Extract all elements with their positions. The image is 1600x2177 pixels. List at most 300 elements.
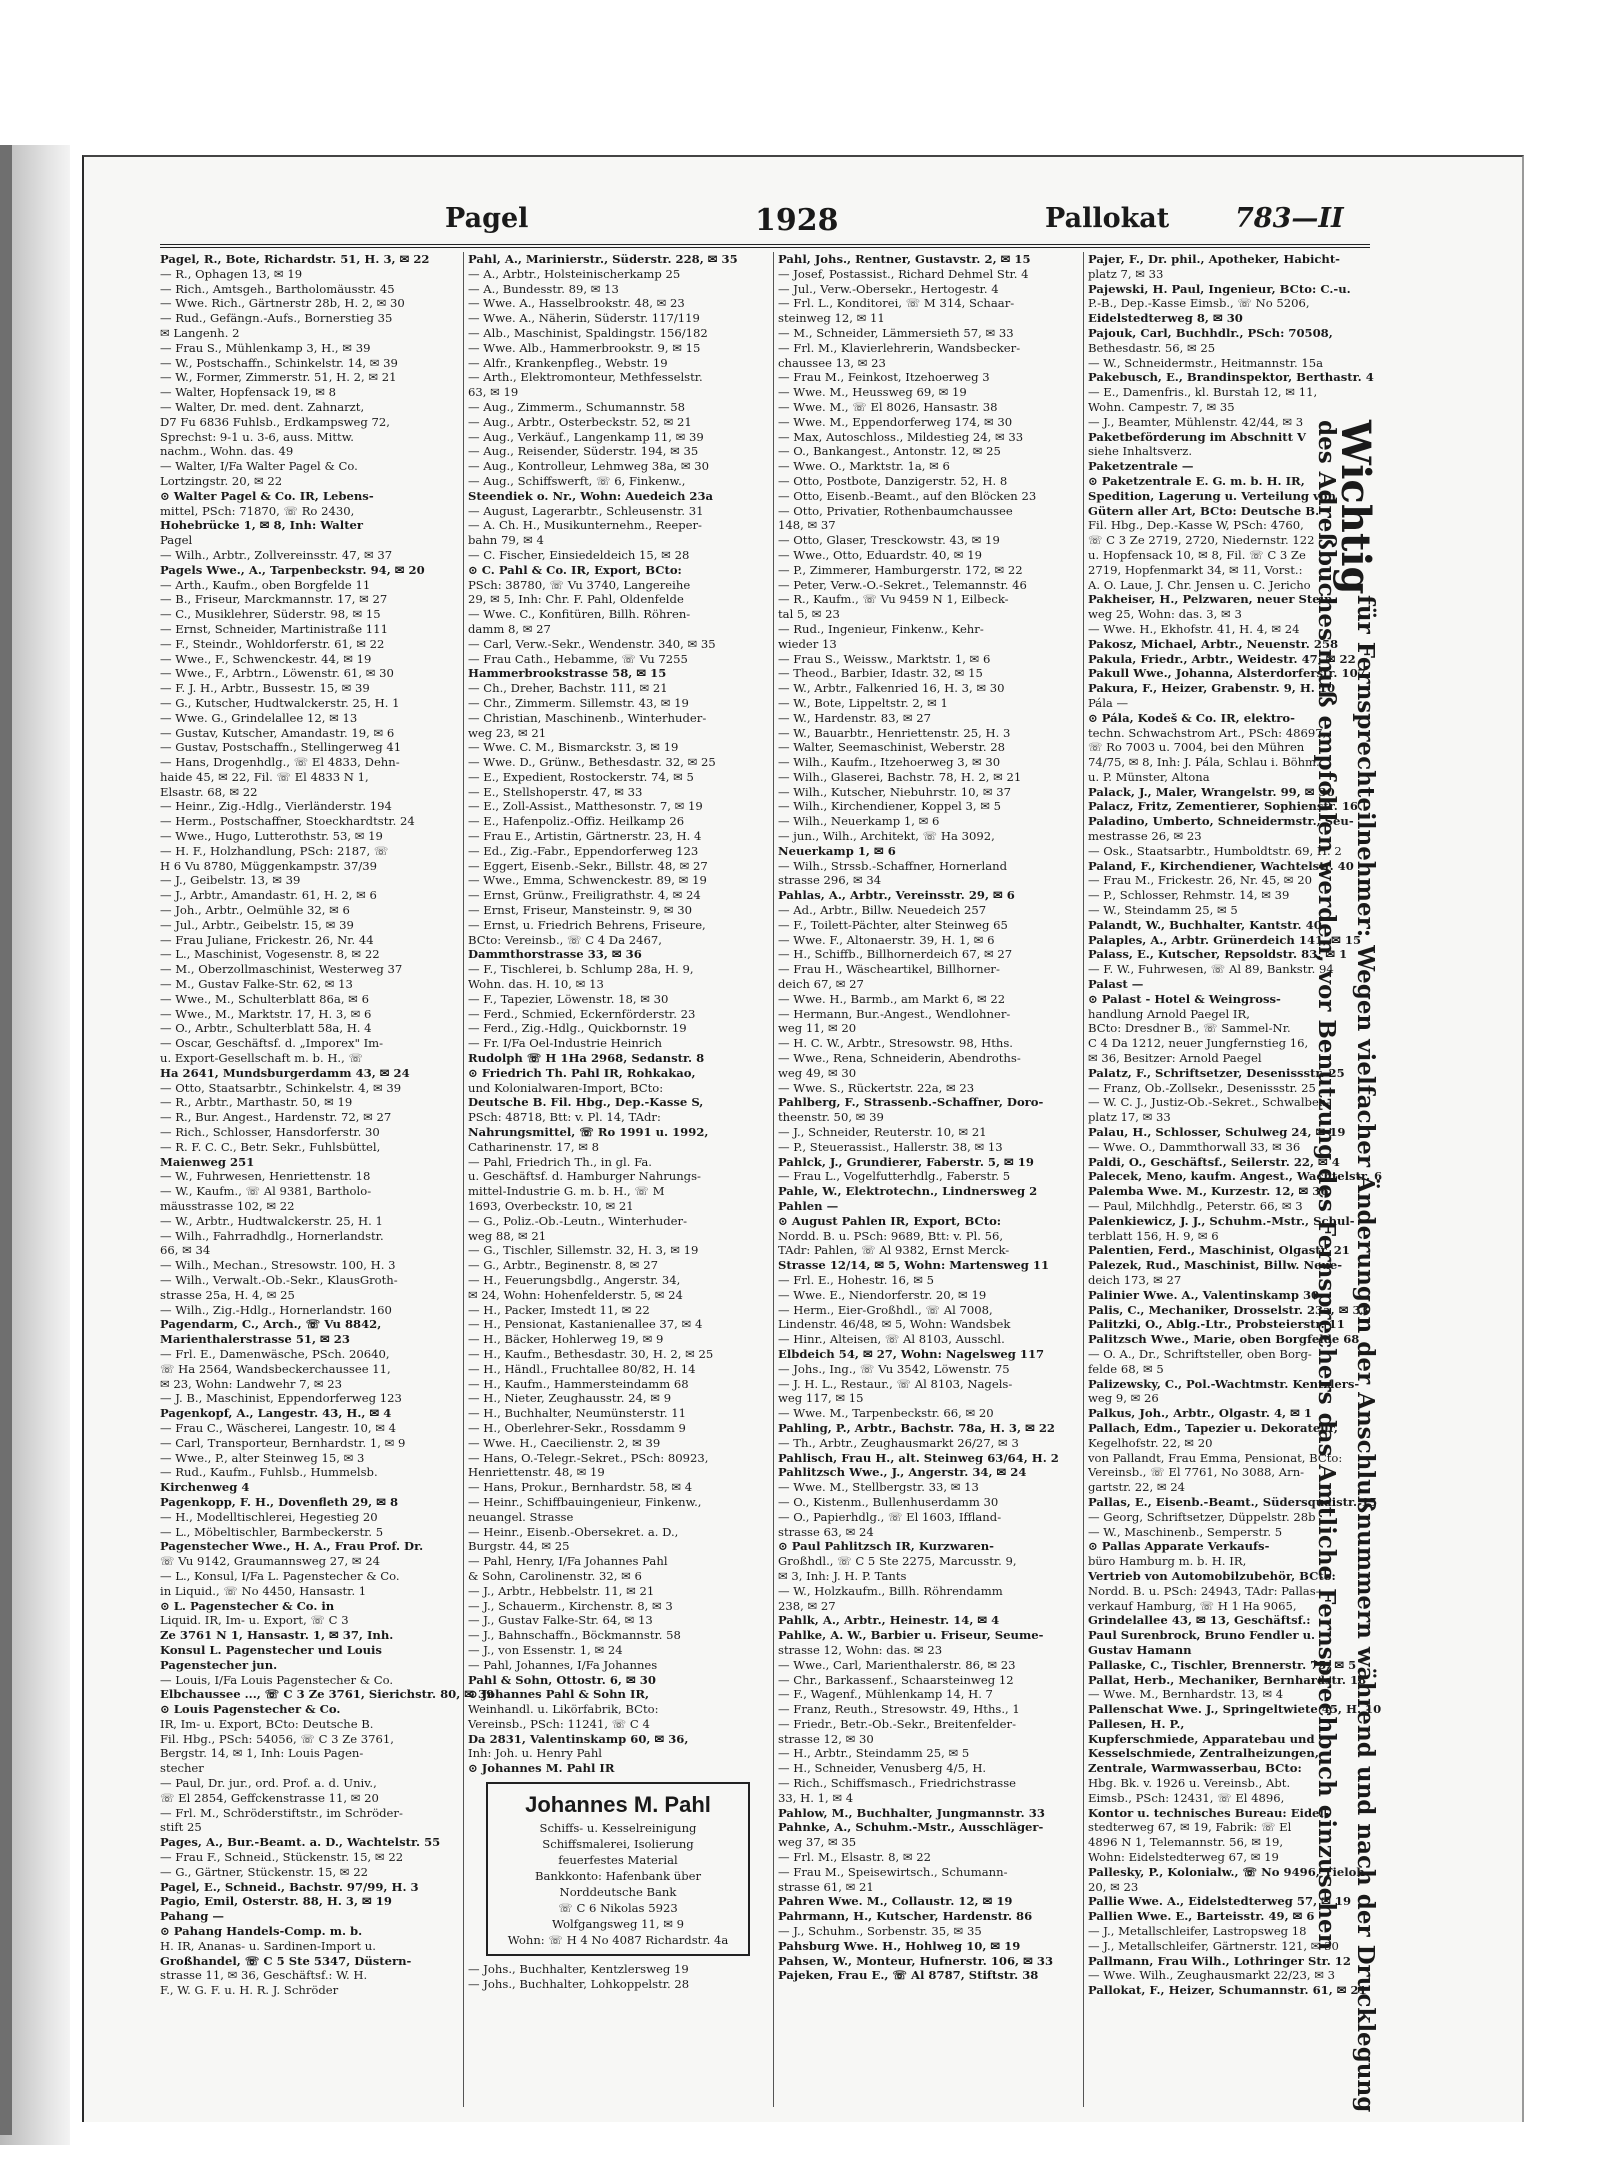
- directory-entry: — G., Arbtr., Beginenstr. 8, ✉ 27: [468, 1258, 658, 1273]
- directory-entry: theenstr. 50, ✉ 39: [778, 1110, 884, 1125]
- directory-entry: — Jul., Verw.-Obersekr., Hertogestr. 4: [778, 281, 999, 296]
- directory-entry: Pahsburg Wwe. H., Hohlweg 10, ✉ 19: [778, 1938, 1021, 1953]
- directory-entry: techn. Schwachstrom Art., PSch: 48697,: [1088, 725, 1327, 740]
- directory-entry: — Frau L., Vogelfutterhdlg., Faberstr. 5: [778, 1169, 1011, 1184]
- directory-entry: siehe Inhaltsverz.: [1088, 444, 1193, 459]
- directory-entry: bahn 79, ✉ 4: [468, 533, 544, 548]
- directory-entry: — Pahl, Friedrich Th., in gl. Fa.: [468, 1154, 652, 1169]
- directory-entry: Palass, E., Kutscher, Repsoldstr. 83, ✉ 1: [1088, 947, 1348, 962]
- directory-entry: — H., Buchhalter, Neumünsterstr. 11: [468, 1406, 687, 1421]
- binding-shadow: [0, 145, 12, 2135]
- directory-entry: — W., Arbtr., Hudtwalckerstr. 25, H. 1: [160, 1213, 383, 1228]
- directory-entry: — Wwe. M., Stellbergstr. 33, ✉ 13: [778, 1480, 979, 1495]
- directory-entry: — F., Tischlerei, b. Schlump 28a, H. 9,: [468, 962, 694, 977]
- directory-entry: von Pallandt, Frau Emma, Pensionat, BCto:: [1088, 1450, 1343, 1465]
- directory-entry: — Rich., Schiffsmasch., Friedrichstrasse: [778, 1776, 1017, 1791]
- advertisement-line: Bankkonto: Hafenbank über: [534, 1869, 702, 1884]
- directory-entry: u. Geschäftsf. d. Hamburger Nahrungs-: [468, 1169, 701, 1184]
- directory-entry: — Frau Juliane, Frickestr. 26, Nr. 44: [160, 932, 374, 947]
- directory-entry: verkauf Hamburg, ☏ H 1 Ha 9065,: [1088, 1598, 1297, 1613]
- directory-entry: — Otto, Eisenb.-Beamt., auf den Blöcken 23: [778, 488, 1037, 503]
- directory-entry: — W., Bote, Lippeltstr. 2, ✉ 1: [778, 695, 948, 710]
- directory-entry: Pahren Wwe. M., Collaustr. 12, ✉ 19: [778, 1894, 1013, 1909]
- directory-entry: Pagel: [160, 533, 193, 548]
- directory-entry: — Wwe. D., Grünw., Bethesdastr. 32, ✉ 25: [468, 755, 716, 770]
- directory-entry: — H. C. W., Arbtr., Stresowstr. 98, Hths.: [778, 1036, 1013, 1051]
- directory-entry: strasse 12, Wohn: das. ✉ 23: [778, 1642, 943, 1657]
- directory-entry: Pahrmann, H., Kutscher, Hardenstr. 86: [778, 1909, 1033, 1924]
- directory-entry: Hbg. Bk. v. 1926 u. Vereinsb., Abt.: [1088, 1776, 1291, 1791]
- directory-entry: tal 5, ✉ 23: [778, 607, 840, 622]
- directory-entry: strasse 63, ✉ 24: [778, 1524, 874, 1539]
- directory-entry: — Wilh., Kirchendiener, Koppel 3, ✉ 5: [778, 799, 1002, 814]
- directory-entry: Kegelhofstr. 22, ✉ 20: [1088, 1435, 1213, 1450]
- directory-entry: ☏ El 2854, Geffckenstrasse 11, ✉ 20: [160, 1790, 379, 1805]
- directory-entry: ⊙ Pahang Handels-Comp. m. b.: [160, 1924, 363, 1939]
- directory-entry: weg 88, ✉ 21: [468, 1228, 547, 1243]
- directory-entry: Pakura, F., Heizer, Grabenstr. 9, H. 10: [1088, 681, 1336, 696]
- advertisement-line: feuerfestes Material: [558, 1853, 678, 1868]
- directory-entry: — H., Oberlehrer-Sekr., Rossdamm 9: [468, 1420, 686, 1435]
- directory-entry: Palenkiewicz, J. J., Schuhm.-Mstr., Schul-: [1088, 1213, 1355, 1228]
- directory-entry: — O. A., Dr., Schriftsteller, oben Borg-: [1088, 1346, 1312, 1361]
- directory-entry: — Arth., Kaufm., oben Borgfelde 11: [160, 577, 371, 592]
- directory-entry: — Wwe. A., Näherin, Süderstr. 117/119: [468, 311, 700, 326]
- directory-entry: steinweg 12, ✉ 11: [778, 311, 885, 326]
- directory-entry: stift 25: [160, 1820, 202, 1835]
- directory-entry: — Rich., Schlosser, Hansdorferstr. 30: [160, 1125, 380, 1140]
- directory-entry: Pahle, W., Elektrotechn., Lindnersweg 2: [778, 1184, 1038, 1199]
- directory-entry: Pála —: [1088, 695, 1129, 710]
- directory-entry: Pahlberg, F., Strassenb.-Schaffner, Doro-: [778, 1095, 1044, 1110]
- directory-entry: P.-B., Dep.-Kasse Eimsb., ☏ No 5206,: [1088, 296, 1310, 311]
- directory-entry: Pagio, Emil, Osterstr. 88, H. 3, ✉ 19: [160, 1894, 392, 1909]
- directory-entry: — Herm., Postschaffner, Stoeckhardtstr. 24: [160, 814, 415, 829]
- directory-entry: Elsastr. 68, ✉ 22: [160, 784, 258, 799]
- directory-entry: — Wwe., Rena, Schneiderin, Abendroths-: [778, 1051, 1021, 1066]
- directory-entry: Paketbeförderung im Abschnitt V: [1088, 429, 1306, 444]
- header-rule: [160, 244, 1370, 248]
- directory-entry: — E., Expedient, Rostockerstr. 74, ✉ 5: [468, 769, 694, 784]
- directory-entry: — Frau M., Feinkost, Itzehoerweg 3: [778, 370, 990, 385]
- directory-entry: — Paul, Dr. jur., ord. Prof. a. d. Univ.,: [160, 1776, 377, 1791]
- directory-entry: ☏ Vu 9142, Graumannsweg 27, ✉ 24: [160, 1554, 380, 1569]
- header-first-entry: Pagel: [445, 203, 529, 234]
- directory-entry: — Wilh., Verwalt.-Ob.-Sekr., KlausGroth-: [160, 1272, 398, 1287]
- directory-entry: Da 2831, Valentinskamp 60, ✉ 36,: [468, 1731, 689, 1746]
- directory-entry: IR, Im- u. Export, BCto: Deutsche B.: [160, 1716, 374, 1731]
- directory-entry: — J., von Essenstr. 1, ✉ 24: [468, 1642, 623, 1657]
- directory-entry: — Wilh., Kutscher, Niebuhrstr. 10, ✉ 37: [778, 784, 1012, 799]
- directory-entry: — Pahl, Henry, I/Fa Johannes Pahl: [468, 1554, 668, 1569]
- directory-entry: ⊙ Palast - Hotel & Weingross-: [1088, 991, 1281, 1006]
- directory-entry: Palemba Wwe. M., Kurzestr. 12, ✉ 36: [1088, 1184, 1329, 1199]
- directory-entry: Weinhandl. u. Likörfabrik, BCto:: [468, 1702, 659, 1717]
- directory-entry: C 4 Da 1212, neuer Jungfernstieg 16,: [1088, 1036, 1309, 1051]
- directory-entry: Pagel, R., Bote, Richardstr. 51, H. 3, ✉ 22: [160, 252, 430, 266]
- side-notice: [1306, 420, 1379, 2113]
- directory-entry: — Franz, Reuth., Stresowstr. 49, Hths., 1: [778, 1702, 1020, 1717]
- directory-entry: Paul Surenbrock, Bruno Fendler u.: [1088, 1628, 1316, 1643]
- directory-entry: mäusstrasse 102, ✉ 22: [160, 1199, 295, 1213]
- advertisement-line: ☏ C 6 Nikolas 5923: [558, 1901, 678, 1916]
- directory-entry: Pallesky, P., Kolonialw., ☏ No 9496, Tieloh: [1088, 1864, 1365, 1879]
- directory-entry: Pahlk, A., Arbtr., Heinestr. 14, ✉ 4: [778, 1613, 1000, 1628]
- directory-entry: ⊙ C. Pahl & Co. IR, Export, BCto:: [468, 562, 682, 577]
- directory-entry: Palast —: [1088, 977, 1144, 992]
- directory-entry: — Johs., Ing., ☏ Vu 3542, Löwenstr. 75: [778, 1361, 1010, 1376]
- directory-entry: Lindenstr. 46/48, ✉ 5, Wohn: Wandsbek: [778, 1317, 1011, 1332]
- directory-entry: — P., Schlosser, Rehmstr. 14, ✉ 39: [1088, 888, 1290, 903]
- directory-entry: — W., Schneidermstr., Heitmannstr. 15a: [1088, 355, 1324, 370]
- directory-entry: — Wwe. M., Heussweg 69, ✉ 19: [778, 385, 967, 400]
- directory-entry: — Wwe. S., Rückertstr. 22a, ✉ 23: [778, 1080, 975, 1095]
- directory-entry: neuangel. Strasse: [468, 1509, 574, 1524]
- directory-entry: 1693, Overbeckstr. 10, ✉ 21: [468, 1199, 634, 1213]
- directory-entry: 66, ✉ 34: [160, 1243, 211, 1258]
- directory-entry: — J., Metallschleifer, Lastropsweg 18: [1088, 1924, 1307, 1939]
- directory-entry: Pagenkopp, F. H., Dovenfleth 29, ✉ 8: [160, 1494, 399, 1509]
- directory-entry: — Wwe. O., Dammthorwall 33, ✉ 36: [1088, 1139, 1301, 1154]
- directory-entry: ⊙ Friedrich Th. Pahl IR, Rohkakao,: [468, 1065, 696, 1080]
- directory-entry: ☏ C 3 Ze 2719, 2720, Niedernstr. 122: [1088, 533, 1315, 548]
- advertisement-line: Schiffsmalerei, Isolierung: [542, 1837, 694, 1852]
- directory-entry: strasse 12, ✉ 30: [778, 1731, 874, 1746]
- directory-entry: Inh: Joh. u. Henry Pahl: [468, 1746, 602, 1761]
- directory-entry: — W. C. J., Justiz-Ob.-Sekret., Schwalben-: [1088, 1095, 1331, 1110]
- directory-entry: Marienthalerstrasse 51, ✉ 23: [160, 1332, 350, 1347]
- directory-entry: — J., Arbtr., Amandastr. 61, H. 2, ✉ 6: [160, 888, 377, 903]
- directory-entry: D7 Fu 6836 Fuhlsb., Erdkampsweg 72,: [160, 414, 390, 429]
- directory-entry: weg 25, Wohn: das. 3, ✉ 3: [1088, 607, 1242, 622]
- directory-entry: — E., Hafenpoliz.-Offiz. Heilkamp 26: [468, 814, 685, 829]
- directory-entry: Pallaske, C., Tischler, Brennerstr. 75, ✉ 5: [1088, 1657, 1357, 1672]
- directory-entry: ⊙ Johannes M. Pahl IR: [468, 1761, 615, 1776]
- directory-entry: H. IR, Ananas- u. Sardinen-Import u.: [160, 1938, 376, 1953]
- directory-entry: Pallat, Herb., Mechaniker, Bernhardstr. 18: [1088, 1672, 1367, 1687]
- directory-entry: — A., Bundesstr. 89, ✉ 13: [468, 281, 619, 296]
- directory-entry: — Theod., Barbier, Idastr. 32, ✉ 15: [778, 666, 983, 681]
- directory-entry: — H., Pensionat, Kastanienallee 37, ✉ 4: [468, 1317, 703, 1332]
- directory-entry: Pakosz, Michael, Arbtr., Neuenstr. 258: [1088, 636, 1339, 651]
- directory-entry: — G., Tischler, Sillemstr. 32, H. 3, ✉ 19: [468, 1243, 699, 1258]
- directory-entry: Liquid. IR, Im- u. Export, ☏ C 3: [160, 1613, 349, 1628]
- directory-entry: Pallenschat Wwe. J., Springeltwiete 45, H. 10: [1088, 1702, 1382, 1717]
- directory-entry: Pahnke, A., Schuhm.-Mstr., Ausschläger-: [778, 1820, 1044, 1835]
- directory-entry: — F., Steindr., Wohldorferstr. 61, ✉ 22: [160, 636, 385, 651]
- directory-entry: — P., Steuerassist., Hallerstr. 38, ✉ 13: [778, 1139, 1003, 1154]
- directory-entry: handlung Arnold Paegel IR,: [1088, 1006, 1250, 1021]
- directory-entry: — Frl. L., Konditorei, ☏ M 314, Schaar-: [778, 296, 1015, 311]
- advertisement-line: Schiffs- u. Kesselreinigung: [539, 1821, 697, 1836]
- directory-entry: Gustav Hamann: [1088, 1642, 1192, 1657]
- directory-entry: — Wilh., Fahrradhdlg., Hornerlandstr.: [160, 1228, 384, 1243]
- directory-entry: Pages, A., Bur.-Beamt. a. D., Wachtelstr. 55: [160, 1835, 441, 1850]
- directory-entry: Vereinsb., ☏ El 7761, No 3088, Arn-: [1088, 1465, 1305, 1480]
- directory-entry: — W., Bauarbtr., Henriettenstr. 25, H. 3: [778, 725, 1011, 740]
- directory-entry: Bergstr. 14, ✉ 1, Inh: Louis Pagen-: [160, 1746, 364, 1761]
- directory-entry: — G., Kutscher, Hudtwalckerstr. 25, H. 1: [160, 695, 400, 710]
- directory-entry: — Joh., Arbtr., Oelmühle 32, ✉ 6: [160, 903, 350, 918]
- directory-entry: — Herm., Eier-Großhdl., ☏ Al 7008,: [778, 1302, 993, 1317]
- directory-entry: — M., Schneider, Lämmersieth 57, ✉ 33: [778, 325, 1014, 340]
- directory-entry: Fil. Hbg., PSch: 54056, ☏ C 3 Ze 3761,: [160, 1731, 394, 1746]
- directory-entry: — Wilh., Mechan., Stresowstr. 100, H. 3: [160, 1258, 396, 1273]
- directory-entry: — W., Fuhrwesen, Henriettenstr. 18: [160, 1169, 371, 1184]
- directory-entry: PSch: 48718, Btt: v. Pl. 14, TAdr:: [468, 1110, 661, 1125]
- directory-entry: — Frau M., Speisewirtsch., Schumann-: [778, 1864, 1008, 1879]
- directory-entry: u. Hopfensack 10, ✉ 8, Fil. ☏ C 3 Ze: [1088, 547, 1306, 562]
- directory-entry: — Frl. M., Klavierlehrerin, Wandsbecker-: [778, 340, 1021, 355]
- directory-entry: — Wwe. G., Grindelallee 12, ✉ 13: [160, 710, 358, 725]
- directory-entry: Maienweg 251: [160, 1154, 255, 1169]
- directory-entry: — Wwe. H., Ekhofstr. 41, H. 4, ✉ 24: [1088, 621, 1300, 636]
- directory-entry: — Wwe. M., Bernhardstr. 13, ✉ 4: [1088, 1687, 1284, 1702]
- directory-entry: — O., Kistenm., Bullenhuserdamm 30: [778, 1494, 999, 1509]
- directory-entry: ⊙ Johannes Pahl & Sohn IR,: [468, 1687, 650, 1702]
- directory-entry: — Aug., Kontrolleur, Lehmweg 38a, ✉ 30: [468, 459, 710, 474]
- directory-entry: Palis, C., Mechaniker, Drosselstr. 23a, ✉ 33: [1088, 1302, 1369, 1317]
- directory-entry: Paketzentrale —: [1088, 459, 1194, 474]
- directory-entry: Palack, J., Maler, Wrangelstr. 99, ✉ 30: [1088, 784, 1335, 799]
- directory-entry: ⊙ August Pahlen IR, Export, BCto:: [778, 1213, 1002, 1228]
- advertisement-title: Johannes M. Pahl: [525, 1792, 711, 1818]
- directory-entry: — J., Beamter, Mühlenstr. 42/44, ✉ 3: [1088, 414, 1304, 429]
- directory-entry: — J., Schauerm., Kirchenstr. 8, ✉ 3: [468, 1598, 673, 1613]
- directory-entry: — Paul, Milchhdlg., Peterstr. 66, ✉ 3: [1088, 1199, 1303, 1213]
- directory-entry: Paldi, O., Geschäftsf., Seilerstr. 22, ✉ 4: [1088, 1154, 1340, 1169]
- directory-entry: — Carl, Transporteur, Bernhardstr. 1, ✉ 9: [160, 1435, 406, 1450]
- directory-entry: — Johs., Buchhalter, Lohkoppelstr. 28: [468, 1976, 690, 1991]
- directory-entry: — Wwe. H., Caecilienstr. 2, ✉ 39: [468, 1435, 661, 1450]
- directory-entry: — Wwe. Wilh., Zeughausmarkt 22/23, ✉ 3: [1088, 1968, 1335, 1983]
- directory-entry: — Ernst, u. Friedrich Behrens, Friseure,: [468, 917, 706, 932]
- directory-entry: Burgstr. 44, ✉ 25: [468, 1539, 570, 1554]
- directory-entry: — H., Modelltischlerei, Hegestieg 20: [160, 1509, 378, 1524]
- directory-entry: — Ernst, Grünw., Freiligrathstr. 4, ✉ 24: [468, 888, 701, 903]
- directory-entry: Nahrungsmittel, ☏ Ro 1991 u. 1992,: [468, 1125, 709, 1140]
- directory-entry: Ha 2641, Mundsburgerdamm 43, ✉ 24: [160, 1065, 410, 1080]
- directory-entry: Palinier Wwe. A., Valentinskamp 30: [1088, 1287, 1320, 1302]
- directory-entry: Palitzki, O., Ablg.-Ltr., Probsteierstr. 11: [1088, 1317, 1345, 1332]
- directory-entry: — Gustav, Postschaffn., Stellingerweg 41: [160, 740, 402, 755]
- directory-entry: — Walter, I/Fa Walter Pagel & Co.: [160, 459, 358, 474]
- directory-entry: — J., Bahnschaffn., Böckmannstr. 58: [468, 1628, 681, 1643]
- directory-entry: — F., Wagenf., Mühlenkamp 14, H. 7: [778, 1687, 993, 1702]
- directory-entry: Pahlke, A. W., Barbier u. Friseur, Seume-: [778, 1628, 1044, 1643]
- directory-entry: — Wwe., F., Arbtrn., Löwenstr. 61, ✉ 30: [160, 666, 394, 681]
- directory-entry: Palizewsky, C., Pol.-Wachtmstr. Kentzlers-: [1088, 1376, 1360, 1391]
- directory-entry: — Aug., Zimmerm., Schumannstr. 58: [468, 399, 686, 414]
- directory-entry: — Max, Autoschloss., Mildestieg 24, ✉ 33: [778, 429, 1024, 444]
- directory-entry: ⊙ Walter Pagel & Co. IR, Lebens-: [160, 488, 374, 503]
- directory-entry: Pahang —: [160, 1909, 225, 1924]
- directory-entry: — J. B., Maschinist, Eppendorferweg 123: [160, 1391, 402, 1406]
- directory-entry: Palezek, Rud., Maschinist, Billw. Neue-: [1088, 1258, 1343, 1273]
- directory-entry: Pallien Wwe. E., Barteisstr. 49, ✉ 6: [1088, 1909, 1315, 1924]
- column-divider: [773, 252, 774, 2107]
- directory-entry: Pagenkopf, A., Langestr. 43, H., ✉ 4: [160, 1406, 392, 1421]
- directory-entry: Wohn: Eidelstedterweg 67, ✉ 19: [1088, 1850, 1279, 1865]
- directory-entry: platz 7, ✉ 33: [1088, 266, 1164, 281]
- directory-entry: — H., Kaufm., Hammersteindamm 68: [468, 1376, 689, 1391]
- directory-entry: PSch: 38780, ☏ Vu 3740, Langereihe: [468, 577, 691, 592]
- directory-entry: haide 45, ✉ 22, Fil. ☏ El 4833 N 1,: [160, 769, 369, 784]
- directory-entry: Vereinsb., PSch: 11241, ☏ C 4: [468, 1716, 650, 1731]
- directory-entry: — Ch., Dreher, Bachstr. 111, ✉ 21: [468, 681, 668, 696]
- directory-entry: — H., Nieter, Zeughausstr. 24, ✉ 9: [468, 1391, 672, 1406]
- directory-entry: — Hans, O.-Telegr.-Sekret., PSch: 80923,: [468, 1450, 709, 1465]
- directory-entry: Pahlas, A., Arbtr., Vereinsstr. 29, ✉ 6: [778, 888, 1015, 903]
- directory-entry: — W., Holzkaufm., Billh. Röhrendamm: [778, 1583, 1003, 1598]
- directory-entry: — Walter, Dr. med. dent. Zahnarzt,: [160, 399, 365, 414]
- directory-entry: H 6 Vu 8780, Müggenkampstr. 37/39: [160, 858, 378, 873]
- directory-entry: ✉ 3, Inh: J. H. P. Tants: [778, 1568, 907, 1583]
- directory-entry: — Franz, Ob.-Zollsekr., Desenissstr. 25: [1088, 1080, 1316, 1095]
- directory-entry: ⊙ Paketzentrale E. G. m. b. H. IR,: [1088, 473, 1305, 488]
- directory-entry: stedterweg 67, ✉ 19, Fabrik: ☏ El: [1088, 1820, 1292, 1835]
- directory-entry: Dammthorstrasse 33, ✉ 36: [468, 947, 642, 962]
- directory-entry: — Frl. E., Damenwäsche, PSch. 20640,: [160, 1346, 390, 1361]
- directory-entry: Palacz, Fritz, Zementierer, Sophienstr. 16: [1088, 799, 1358, 814]
- directory-entry: Ze 3761 N 1, Hansastr. 1, ✉ 37, Inh.: [160, 1628, 394, 1643]
- directory-entry: — P., Zimmerer, Hamburgerstr. 172, ✉ 22: [778, 562, 1023, 577]
- directory-entry: — Hermann, Bur.-Angest., Wendlohner-: [778, 1006, 1011, 1021]
- directory-entry: — Hinr., Alteisen, ☏ Al 8103, Ausschl.: [778, 1332, 1005, 1347]
- directory-entry: — August, Lagerarbtr., Schleusenstr. 31: [468, 503, 704, 518]
- directory-entry: — Th., Arbtr., Zeughausmarkt 26/27, ✉ 3: [778, 1435, 1019, 1450]
- directory-entry: — Wwe. M., Tarpenbeckstr. 66, ✉ 20: [778, 1406, 994, 1421]
- directory-entry: Catharinenstr. 17, ✉ 8: [468, 1139, 600, 1154]
- directory-entry: Gütern aller Art, BCto: Deutsche B.: [1088, 503, 1320, 518]
- directory-entry: — Frau S., Weissw., Marktstr. 1, ✉ 6: [778, 651, 991, 666]
- directory-entry: Kesselschmiede, Zentralheizungen,: [1088, 1746, 1319, 1761]
- directory-entry: — W., Hardenstr. 83, ✉ 27: [778, 710, 932, 725]
- directory-entry: terblatt 156, H. 9, ✉ 6: [1088, 1228, 1219, 1243]
- directory-entry: — Georg, Schriftsetzer, Düppelstr. 28b: [1088, 1509, 1316, 1524]
- directory-entry: Neuerkamp 1, ✉ 6: [778, 843, 896, 858]
- directory-entry: 238, ✉ 27: [778, 1598, 836, 1613]
- directory-entry: Pahlitzsch Wwe., J., Angerstr. 34, ✉ 24: [778, 1465, 1027, 1480]
- directory-entry: — Frau F., Schneid., Stückenstr. 15, ✉ 22: [160, 1850, 404, 1865]
- directory-entry: — J. H. L., Restaur., ☏ Al 8103, Nagels-: [778, 1376, 1013, 1391]
- directory-entry: Großhdl., ☏ C 5 Ste 2275, Marcusstr. 9,: [778, 1554, 1017, 1569]
- directory-entry: — Hans, Drogenhdlg., ☏ El 4833, Dehn-: [160, 755, 400, 770]
- directory-entry: stecher: [160, 1761, 204, 1776]
- advertisement-line: Wolfgangsweg 11, ✉ 9: [551, 1917, 685, 1932]
- directory-entry: Pahsen, W., Monteur, Hufnerstr. 106, ✉ 33: [778, 1953, 1054, 1968]
- directory-entry: weg 37, ✉ 35: [778, 1835, 857, 1850]
- directory-entry: — Carl, Verw.-Sekr., Wendenstr. 340, ✉ 35: [468, 636, 716, 651]
- directory-entry: — Wwe. C., Konfitüren, Billh. Röhren-: [468, 607, 691, 622]
- directory-entry: 148, ✉ 37: [778, 518, 836, 533]
- directory-entry: Eimsb., PSch: 12431, ☏ El 4896,: [1088, 1790, 1285, 1805]
- directory-entry: — Wilh., Arbtr., Zollvereinsstr. 47, ✉ 37: [160, 547, 393, 562]
- directory-entry: Pakula, Friedr., Arbtr., Weidestr. 47, ✉ 22: [1088, 651, 1356, 666]
- directory-entry: — Fr. I/Fa Oel-Industrie Heinrich: [468, 1036, 662, 1051]
- directory-entry: — Wwe. C. M., Bismarckstr. 3, ✉ 19: [468, 740, 679, 755]
- directory-entry: strasse 11, ✉ 36, Geschäftsf.: W. H.: [160, 1968, 368, 1983]
- directory-entry: Palitzsch Wwe., Marie, oben Borgfelde 68: [1088, 1332, 1360, 1347]
- directory-entry: — Wwe., Otto, Eduardstr. 40, ✉ 19: [778, 547, 982, 562]
- directory-entry: ⊙ Louis Pagenstecher & Co.: [160, 1702, 341, 1717]
- column-divider: [463, 252, 464, 2107]
- directory-column-3: [778, 252, 1078, 2107]
- directory-entry: — H. F., Holzhandlung, PSch: 2187, ☏: [160, 843, 389, 858]
- directory-entry: — Wwe. H., Barmb., am Markt 6, ✉ 22: [778, 991, 1006, 1006]
- directory-entry: — Wwe. Alb., Hammerbrookstr. 9, ✉ 15: [468, 340, 701, 355]
- directory-entry: — Frau M., Frickestr. 26, Nr. 45, ✉ 20: [1088, 873, 1312, 888]
- directory-entry: — Frau S., Mühlenkamp 3, H., ✉ 39: [160, 340, 371, 355]
- directory-entry: Pajewski, H. Paul, Ingenieur, BCto: C.-u.: [1088, 281, 1351, 296]
- directory-entry: Paladino, Umberto, Schneidermstr., Seu-: [1088, 814, 1354, 829]
- directory-entry: — R., Kaufm., ☏ Vu 9459 N 1, Eilbeck-: [778, 592, 1009, 607]
- directory-entry: — Wilh., Neuerkamp 1, ✉ 6: [778, 814, 940, 829]
- directory-entry: Pallokat, F., Heizer, Schumannstr. 61, ✉ 21: [1088, 1983, 1367, 1998]
- directory-entry: ☏ Ha 2564, Wandsbeckerchaussee 11,: [160, 1361, 391, 1376]
- directory-entry: in Liquid., ☏ No 4450, Hansastr. 1: [160, 1583, 367, 1598]
- directory-entry: — Wwe., M., Marktstr. 17, H. 3, ✉ 6: [160, 1006, 372, 1021]
- directory-entry: — Josef, Postassist., Richard Dehmel Str. 4: [778, 266, 1029, 281]
- directory-entry: — F., Toilett-Pächter, alter Steinweg 65: [778, 917, 1008, 932]
- directory-entry: — A. Ch. H., Musikunternehm., Reeper-: [468, 518, 702, 533]
- directory-entry: Elbchaussee ..., ☏ C 3 Ze 3761, Sierichstr. 80, ✉ 39: [160, 1687, 495, 1702]
- directory-entry: ☏ Ro 7003 u. 7004, bei den Mühren: [1088, 740, 1305, 755]
- directory-entry: A. O. Laue, J. Chr. Jensen u. C. Jericho: [1088, 577, 1311, 592]
- header-last-entry: Pallokat: [1045, 203, 1170, 234]
- directory-entry: Lortzingstr. 20, ✉ 22: [160, 473, 283, 488]
- directory-entry: Pallesen, H. P.,: [1088, 1716, 1185, 1731]
- directory-entry: — F. J. H., Arbtr., Bussestr. 15, ✉ 39: [160, 681, 370, 696]
- directory-entry: Konsul L. Pagenstecher und Louis: [160, 1642, 382, 1657]
- directory-entry: — Alb., Maschinist, Spaldingstr. 156/182: [468, 325, 708, 340]
- directory-entry: — Wilh., Glaserei, Bachstr. 78, H. 2, ✉ 21: [778, 769, 1022, 784]
- directory-entry: — Frl. M., Schröderstiftstr., im Schröder-: [160, 1805, 403, 1820]
- directory-entry: — Wwe. Rich., Gärtnerstr 28b, H. 2, ✉ 30: [160, 296, 405, 311]
- directory-entry: — Wilh., Zig.-Hdlg., Hornerlandstr. 160: [160, 1302, 392, 1317]
- directory-entry: Palkus, Joh., Arbtr., Olgastr. 4, ✉ 1: [1088, 1406, 1312, 1421]
- directory-entry: F., W. G. F. u. H. R. J. Schröder: [160, 1983, 339, 1998]
- directory-entry: Pagel, E., Schneid., Bachstr. 97/99, H. 3: [160, 1879, 419, 1894]
- directory-entry: ⊙ Paul Pahlitzsch IR, Kurzwaren-: [778, 1539, 994, 1554]
- directory-entry: — L., Maschinist, Vogesenstr. 8, ✉ 22: [160, 947, 380, 962]
- directory-entry: Palatz, F., Schriftsetzer, Desenissstr. 25: [1088, 1065, 1345, 1080]
- directory-entry: — Alfr., Krankenpfleg., Webstr. 19: [468, 355, 668, 370]
- directory-entry: und Kolonialwaren-Import, BCto:: [468, 1080, 664, 1095]
- directory-entry: Pagendarm, C., Arch., ☏ Vu 8842,: [160, 1317, 382, 1332]
- directory-entry: — R., Arbtr., Marthastr. 50, ✉ 19: [160, 1095, 353, 1110]
- side-notice-heading: Wichtig: [1332, 420, 1379, 595]
- directory-entry: Pakebusch, E., Brandinspektor, Berthastr. 4: [1088, 370, 1374, 385]
- directory-entry: Wohn. das. H. 10, ✉ 13: [468, 977, 604, 992]
- directory-entry: weg 23, ✉ 21: [468, 725, 547, 740]
- directory-entry: strasse 61, ✉ 21: [778, 1879, 874, 1894]
- directory-entry: nachm., Wohn. das. 49: [160, 444, 294, 459]
- directory-entry: — Arth., Elektromonteur, Methfesselstr.: [468, 370, 703, 385]
- directory-entry: — W., Kaufm., ☏ Al 9381, Bartholo-: [160, 1184, 372, 1199]
- directory-entry: wieder 13: [778, 636, 837, 651]
- directory-entry: 63, ✉ 19: [468, 385, 519, 400]
- directory-entry: Pahlen —: [778, 1199, 839, 1213]
- directory-entry: Pahl, Johs., Rentner, Gustavstr. 2, ✉ 15: [778, 252, 1031, 266]
- directory-entry: — Frau C., Wäscherei, Langestr. 10, ✉ 4: [160, 1420, 397, 1435]
- directory-entry: — Peter, Verw.-O.-Sekret., Telemannstr. 46: [778, 577, 1027, 592]
- directory-entry: u. Export-Gesellschaft m. b. H., ☏: [160, 1051, 363, 1066]
- directory-entry: Pahlck, J., Grundierer, Faberstr. 5, ✉ 19: [778, 1154, 1034, 1169]
- directory-entry: — Hans, Prokur., Bernhardstr. 58, ✉ 4: [468, 1480, 693, 1495]
- directory-entry: Pagenstecher Wwe., H. A., Frau Prof. Dr.: [160, 1539, 424, 1554]
- directory-entry: strasse 296, ✉ 34: [778, 873, 882, 888]
